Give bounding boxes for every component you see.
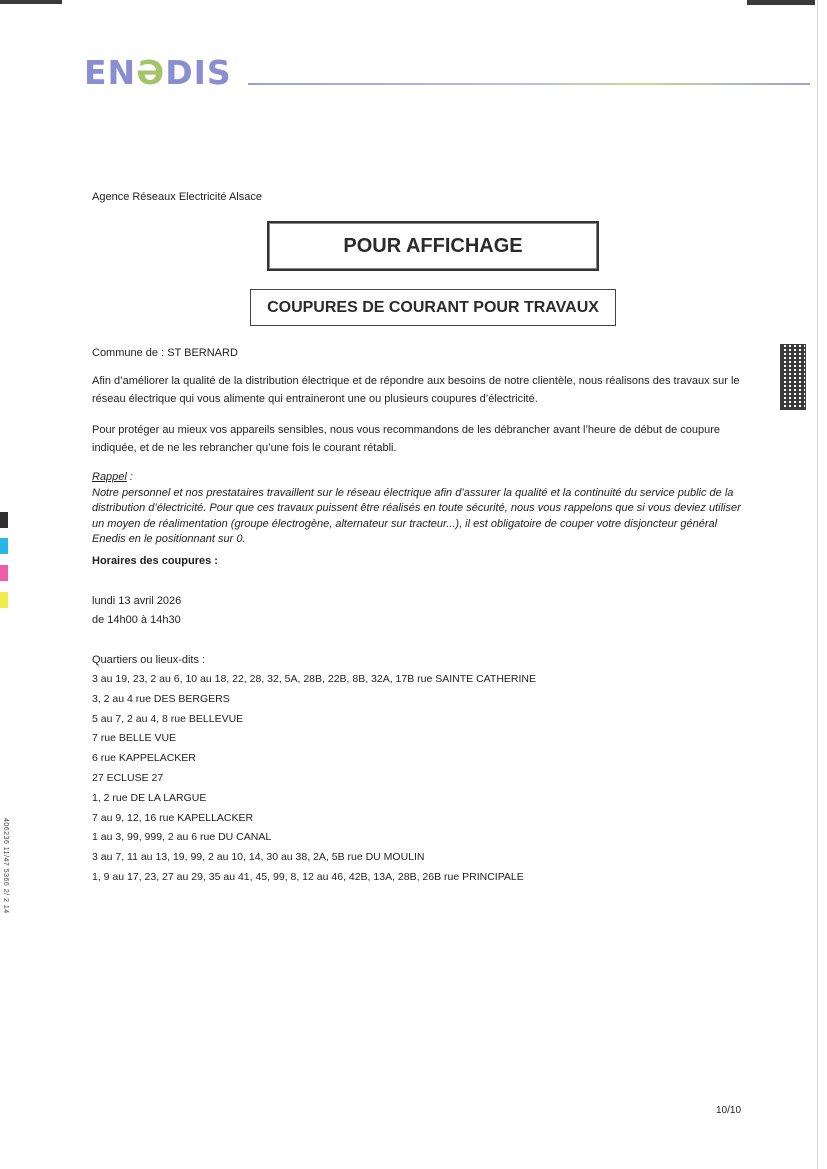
datamatrix-code <box>780 344 806 410</box>
street-list <box>92 670 536 888</box>
rappel-title: Rappel <box>92 471 127 483</box>
list-item: 3, 2 au 4 rue DES BERGERS <box>92 692 230 705</box>
header-rule <box>248 83 810 85</box>
title-text: POUR AFFICHAGE <box>343 234 523 257</box>
horaires-title: Horaires des coupures : <box>92 555 218 567</box>
rappel-body: Notre personnel et nos prestataires travaillent sur le réseau électrique afin d’assurer la qualité et la continuité du service public de la distribution d’électricité. Pour que ces travaux puissent être réalisés en toute sécurité, nous vous rappelons que si vous deviez utiliser un moyen de réalimentation (groupe électrogène, alternateur sur tracteur...), il est obligatoire de couper votre disjoncteur général Enedis en le positionnant sur 0. <box>92 486 741 545</box>
color-swatch-black <box>0 512 8 528</box>
list-item: 27 ECLUSE 27 <box>92 771 164 784</box>
scan-mark <box>747 0 815 5</box>
schedule-date: lundi 13 avril 2026 <box>92 595 182 607</box>
list-item: 3 au 7, 11 au 13, 19, 99, 2 au 10, 14, 30 au 38, 2A, 5B rue DU MOULIN <box>92 851 425 864</box>
page-edge-line <box>817 0 818 1169</box>
subtitle-box <box>250 289 616 326</box>
list-item: 7 rue BELLE VUE <box>92 732 177 745</box>
list-item: 7 au 9, 12, 16 rue KAPELLACKER <box>92 811 254 824</box>
intro-paragraph: Afin d’améliorer la qualité de la distribution électrique et de répondre aux besoins de notre clientèle, nous réalisons des travaux sur le réseau électrique qui vous alimente qui entraineront une ou plusieurs coupures d’électricité. <box>92 375 740 405</box>
subtitle-text: COUPURES DE COURANT POUR TRAVAUX <box>267 298 599 316</box>
list-item: 1, 2 rue DE LA LARGUE <box>92 791 207 804</box>
list-item: 6 rue KAPPELACKER <box>92 752 196 765</box>
agency-name: Agence Réseaux Electricité Alsace <box>92 191 262 203</box>
advice-paragraph: Pour protéger au mieux vos appareils sensibles, nous vous recommandons de les débrancher avant l’heure de début de coupure indiquée, et de ne les rebrancher qu’une fois le courant rétabli. <box>92 424 720 454</box>
color-swatch-magenta <box>0 565 8 581</box>
list-item: 1 au 3, 99, 999, 2 au 6 rue DU CANAL <box>92 831 272 844</box>
side-print-code: 406236 11/47 5366 2/ 2 14 <box>2 818 9 914</box>
page-number: 10/10 <box>716 1105 742 1116</box>
list-item: 3 au 19, 23, 2 au 6, 10 au 18, 22, 28, 32, 5A, 28B, 22B, 8B, 32A, 17B rue SAINTE CATHERINE <box>92 673 536 685</box>
list-item: 5 au 7, 2 au 4, 8 rue BELLEVUE <box>92 712 244 725</box>
quartiers-title: Quartiers ou lieux-dits : <box>92 654 206 666</box>
logo-text: ENӘDIS <box>84 52 232 92</box>
enedis-logo <box>84 52 232 92</box>
commune-label: Commune de : ST BERNARD <box>92 347 238 359</box>
scan-mark <box>0 0 62 4</box>
color-swatch-cyan <box>0 538 8 554</box>
title-box <box>267 221 599 271</box>
schedule-time: de 14h00 à 14h30 <box>92 614 181 626</box>
rappel-section: Rappel : Notre personnel et nos prestataires travaillent sur le réseau électrique afin d’assurer la qualité et la continuité du service public de la distribution d’électricité. Pour que ces travaux puissent être réalisés en toute sécurité, nous vous rappelons que si vous deviez utiliser un moyen de réalimentation (groupe électrogène, alternateur sur tracteur...), il est obligatoire de couper votre disjoncteur général Enedis en le positionnant sur 0. <box>92 471 741 545</box>
list-item: 1, 9 au 17, 23, 27 au 29, 35 au 41, 45, 99, 8, 12 au 46, 42B, 13A, 28B, 26B rue PRINCIPALE <box>92 870 524 883</box>
color-swatch-yellow <box>0 592 8 608</box>
